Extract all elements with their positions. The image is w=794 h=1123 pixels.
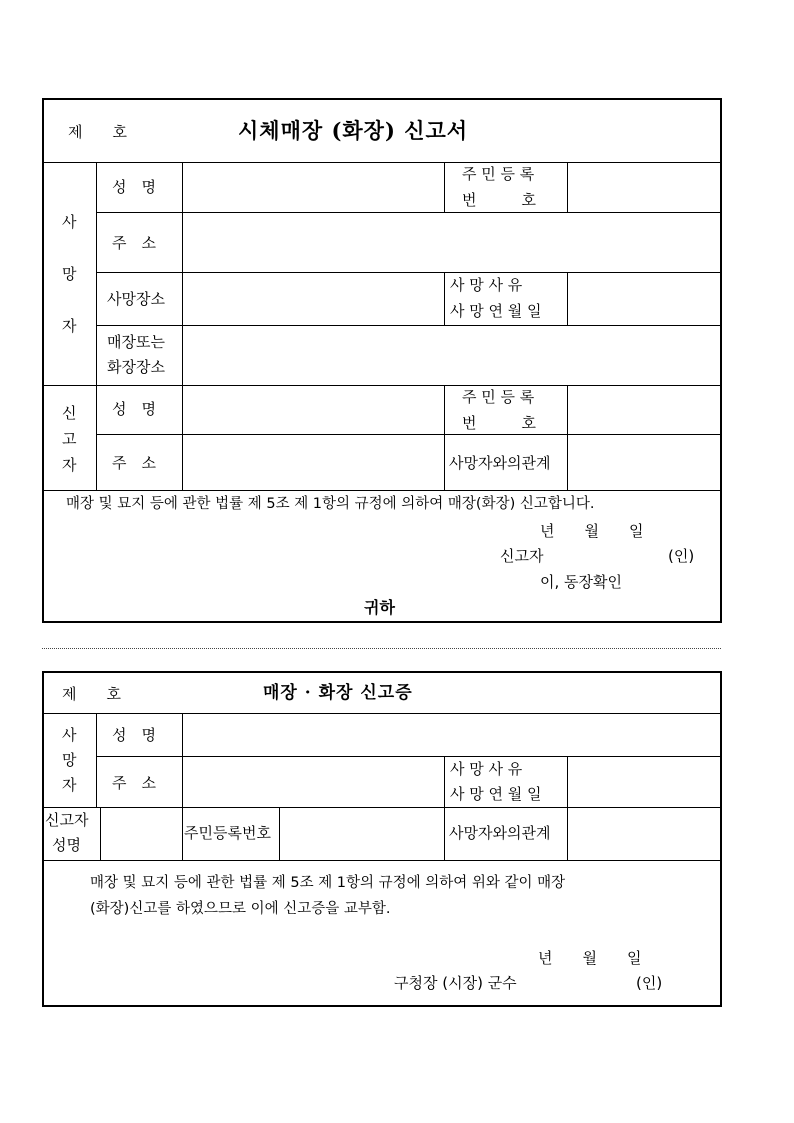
death-place-label: 사망장소 <box>107 290 165 308</box>
cert-rrn-label: 주민등록번호 <box>184 824 271 842</box>
cert-date-label: 사 망 연 월 일 <box>450 785 542 803</box>
report-number-label: 제 호 <box>68 123 127 141</box>
report-confirm-line: 이, 동장확인 <box>540 573 622 591</box>
death-date-label: 사 망 연 월 일 <box>450 302 542 320</box>
deceased-name-field[interactable] <box>184 164 443 211</box>
deceased-rrn-label-2: 번 호 <box>462 191 536 209</box>
cert-rrn-field[interactable] <box>281 809 443 859</box>
reporter-rrn-label-1: 주 민 등 록 <box>462 388 535 406</box>
cert-name-label: 성 명 <box>112 726 156 744</box>
reporter-address-label: 주 소 <box>112 454 156 472</box>
death-cause-date-field[interactable] <box>569 274 720 324</box>
deceased-rrn-label-1: 주 민 등 록 <box>462 165 535 183</box>
cert-statement-line-2: (화장)신고를 하였으므로 이에 신고증을 교부함. <box>90 901 391 917</box>
report-addressee: 귀하 <box>364 598 395 617</box>
cert-deceased-label-2: 망 <box>62 751 77 769</box>
cert-seal: (인) <box>636 974 663 992</box>
cert-reporter-name-label-1: 신고자 <box>45 811 89 829</box>
reporter-group-label-3: 자 <box>62 456 77 474</box>
reporter-name-label: 성 명 <box>112 400 156 418</box>
burial-place-field[interactable] <box>184 327 720 384</box>
deceased-rrn-field[interactable] <box>569 164 720 211</box>
deceased-group-label-1: 사 <box>62 213 77 231</box>
cert-statement-line-1: 매장 및 묘지 등에 관한 법률 제 5조 제 1항의 규정에 의하여 위와 같이 매장 <box>90 875 566 891</box>
reporter-name-field[interactable] <box>184 387 443 433</box>
deceased-address-label: 주 소 <box>112 234 156 252</box>
cut-line <box>42 648 721 649</box>
reporter-relation-field[interactable] <box>569 436 720 489</box>
reporter-signature-label: 신고자 <box>500 547 544 565</box>
cert-reporter-name-label-2: 성명 <box>52 836 81 854</box>
certificate-title: 매장 · 화장 신고증 <box>263 683 413 703</box>
burial-place-label-2: 화장장소 <box>107 358 165 376</box>
deceased-address-field[interactable] <box>184 214 720 271</box>
deceased-name-label: 성 명 <box>112 178 156 196</box>
cert-name-field[interactable] <box>184 715 720 755</box>
reporter-relation-label: 사망자와의관계 <box>449 454 551 472</box>
deceased-group-label-2: 망 <box>62 265 77 283</box>
cert-deceased-label-3: 자 <box>62 776 77 794</box>
cert-relation-field[interactable] <box>569 809 720 859</box>
reporter-rrn-label-2: 번 호 <box>462 414 536 432</box>
cert-cause-label: 사 망 사 유 <box>450 760 523 778</box>
report-title: 시체매장 (화장) 신고서 <box>238 118 469 143</box>
certificate-number-label: 제 호 <box>62 685 121 703</box>
deceased-group-label-3: 자 <box>62 317 77 335</box>
cert-reporter-name-field[interactable] <box>102 809 181 859</box>
report-seal: (인) <box>668 547 695 565</box>
burial-place-label-1: 매장또는 <box>107 333 165 351</box>
cert-issuer-line: 구청장 (시장) 군수 <box>394 974 517 992</box>
cert-deceased-label-1: 사 <box>62 726 77 744</box>
report-statement: 매장 및 묘지 등에 관한 법률 제 5조 제 1항의 규정에 의하여 매장(화장) 신고합니다. <box>66 496 595 512</box>
cert-date-line: 년 월 일 <box>538 949 642 967</box>
cert-relation-label: 사망자와의관계 <box>449 824 551 842</box>
reporter-group-label-1: 신 <box>62 404 77 422</box>
death-place-field[interactable] <box>184 274 443 324</box>
reporter-rrn-field[interactable] <box>569 387 720 433</box>
report-date-line: 년 월 일 <box>540 522 644 540</box>
cert-address-field[interactable] <box>184 758 443 806</box>
reporter-group-label-2: 고 <box>62 430 77 448</box>
cert-address-label: 주 소 <box>112 774 156 792</box>
reporter-address-field[interactable] <box>184 436 443 489</box>
death-cause-label: 사 망 사 유 <box>450 276 523 294</box>
cert-cause-date-field[interactable] <box>569 758 720 806</box>
